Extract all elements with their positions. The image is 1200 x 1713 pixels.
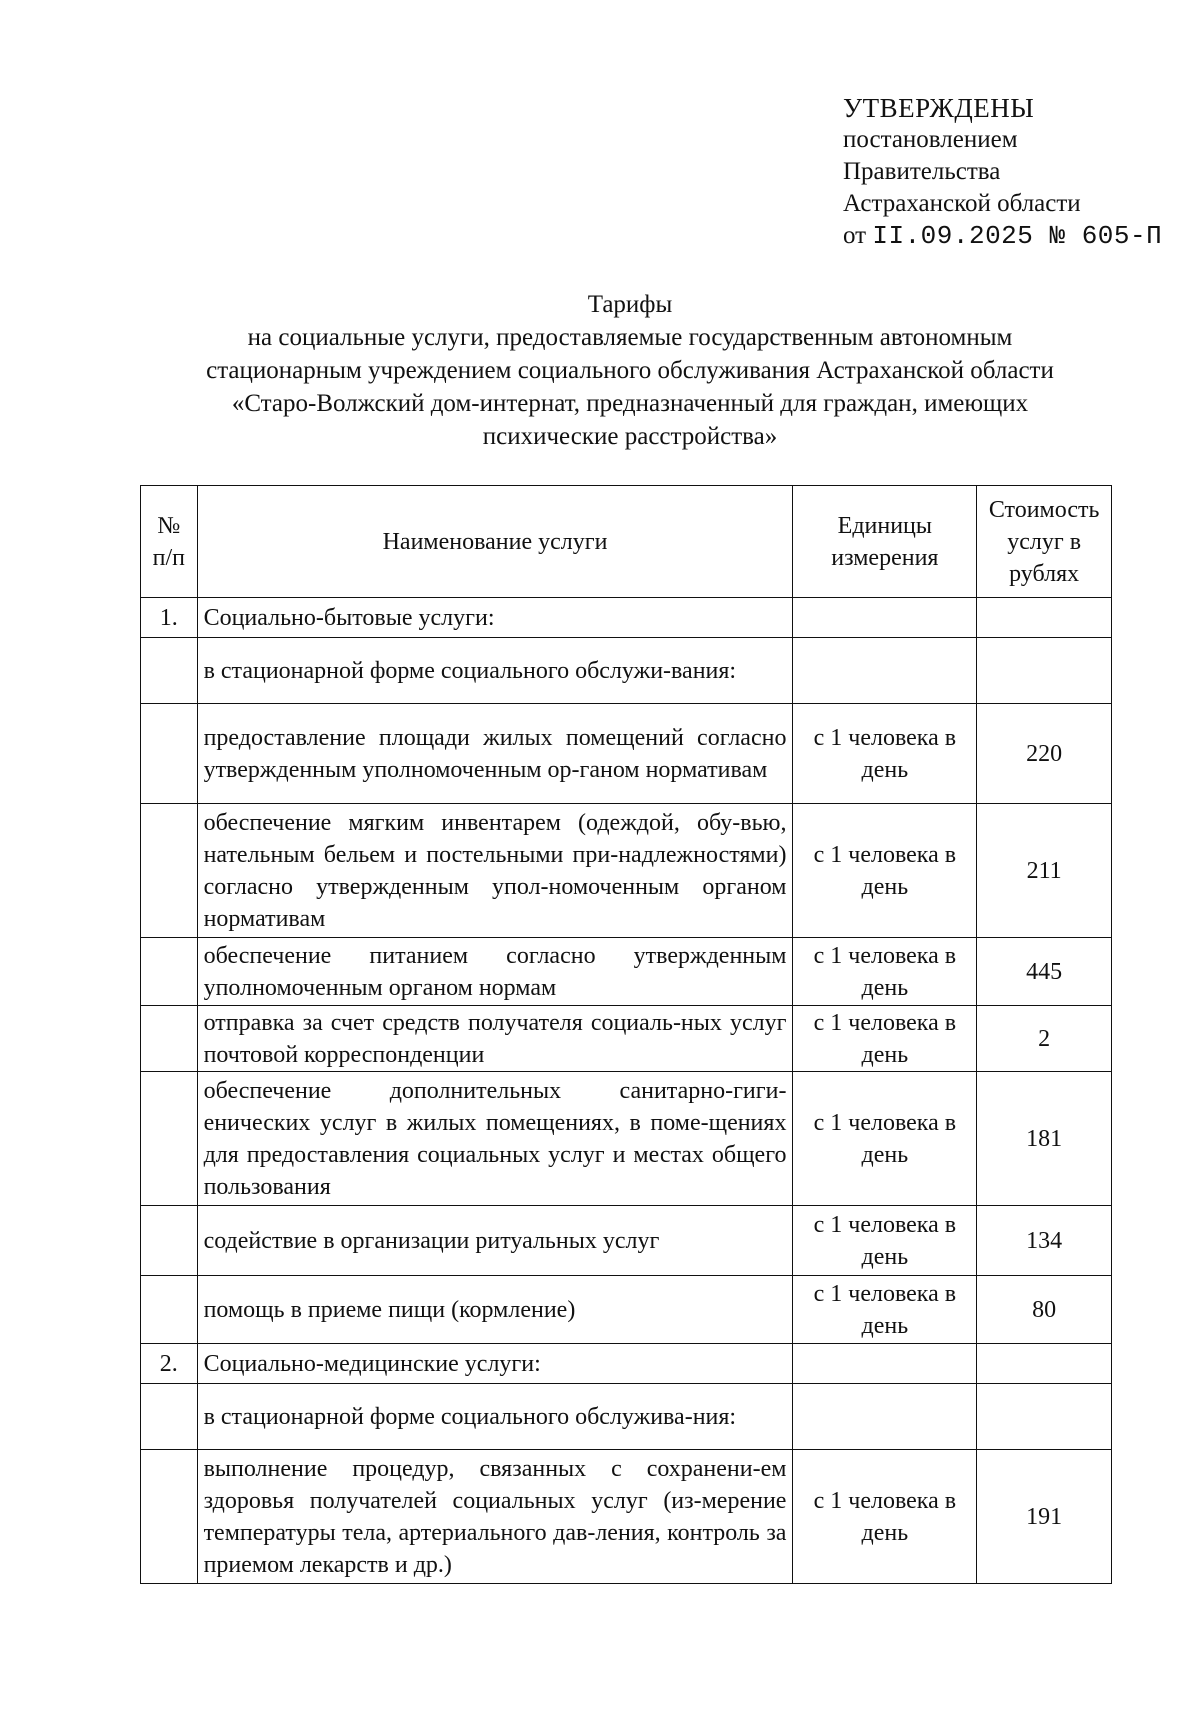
- approval-heading: УТВЕРЖДЕНЫ: [843, 93, 1035, 123]
- row-unit: с 1 человека в день: [793, 1276, 977, 1344]
- approval-line-3: Астраханской области: [843, 190, 1081, 217]
- header-cost: Стоимость услуг в рублях: [977, 486, 1112, 598]
- row-num: [141, 1206, 198, 1276]
- row-cost: [977, 1344, 1112, 1384]
- row-unit: с 1 человека в день: [793, 1450, 977, 1584]
- row-unit: с 1 человека в день: [793, 704, 977, 804]
- row-cost: 220: [977, 704, 1112, 804]
- row-name: Социально-бытовые услуги:: [197, 598, 793, 638]
- row-cost: 80: [977, 1276, 1112, 1344]
- header-name: Наименование услуги: [197, 486, 793, 598]
- row-num: 2.: [141, 1344, 198, 1384]
- row-num: [141, 638, 198, 704]
- approval-date-line: [843, 220, 1162, 252]
- row-cost: [977, 638, 1112, 704]
- row-name: обеспечение питанием согласно утвержденным уполномоченным органом нормам: [197, 938, 793, 1006]
- header-num: № п/п: [141, 486, 198, 598]
- row-num: [141, 938, 198, 1006]
- row-name: обеспечение мягким инвентарем (одеждой, обу-вью, нательным бельем и постельными при-надлежностями) согласно утвержденным упол-номоченным органом нормативам: [197, 804, 793, 938]
- row-cost: 134: [977, 1206, 1112, 1276]
- title-line-1: Тарифы: [587, 291, 673, 318]
- row-cost: 2: [977, 1006, 1112, 1072]
- document-title: [140, 288, 1120, 453]
- row-num: [141, 1276, 198, 1344]
- row-cost: [977, 1384, 1112, 1450]
- row-num: [141, 804, 198, 938]
- approval-line-1: постановлением: [843, 126, 1018, 153]
- row-unit: с 1 человека в день: [793, 1206, 977, 1276]
- row-unit: [793, 1384, 977, 1450]
- row-num: [141, 1072, 198, 1206]
- table-row: [141, 1072, 1112, 1206]
- title-line-5: психические расстройства»: [482, 423, 778, 450]
- row-num: [141, 1450, 198, 1584]
- table-row: [141, 1450, 1112, 1584]
- row-num: [141, 1384, 198, 1450]
- table-row: [141, 938, 1112, 1006]
- row-name: обеспечение дополнительных санитарно-гиги-енических услуг в жилых помещениях, в поме-щениях для предоставления социальных услуг и местах общего пользования: [197, 1072, 793, 1206]
- table-row: [141, 704, 1112, 804]
- row-unit: с 1 человека в день: [793, 1072, 977, 1206]
- row-cost: 211: [977, 804, 1112, 938]
- approval-date-number: II.09.2025 № 605-П: [872, 221, 1163, 251]
- approval-line-2: Правительства: [843, 158, 1001, 185]
- row-name: Социально-медицинские услуги:: [197, 1344, 793, 1384]
- row-name: отправка за счет средств получателя социаль-ных услуг почтовой корреспонденции: [197, 1006, 793, 1072]
- row-unit: [793, 1344, 977, 1384]
- row-unit: [793, 638, 977, 704]
- tariff-table: [140, 485, 1112, 1584]
- table-row: [141, 638, 1112, 704]
- row-cost: 191: [977, 1450, 1112, 1584]
- row-num: [141, 704, 198, 804]
- row-unit: с 1 человека в день: [793, 804, 977, 938]
- title-line-3: стационарным учреждением социального обслуживания Астраханской области: [206, 357, 1054, 384]
- title-line-4: «Старо-Волжский дом-интернат, предназначенный для граждан, имеющих: [231, 390, 1029, 417]
- row-name: предоставление площади жилых помещений согласно утвержденным уполномоченным ор-ганом нормативам: [197, 704, 793, 804]
- table-row: [141, 1006, 1112, 1072]
- header-unit: Единицы измерения: [793, 486, 977, 598]
- table-row: [141, 1344, 1112, 1384]
- row-cost: [977, 598, 1112, 638]
- approval-date-prefix: от: [843, 222, 867, 249]
- row-name: выполнение процедур, связанных с сохранени-ем здоровья получателей социальных услуг (из-мерение температуры тела, артериального дав-ления, контроль за приемом лекарств и др.): [197, 1450, 793, 1584]
- row-name: в стационарной форме социального обслужива-ния:: [197, 1384, 793, 1450]
- table-row: [141, 1276, 1112, 1344]
- row-cost: 445: [977, 938, 1112, 1006]
- row-num: 1.: [141, 598, 198, 638]
- row-name: содействие в организации ритуальных услуг: [197, 1206, 793, 1276]
- row-unit: с 1 человека в день: [793, 1006, 977, 1072]
- title-line-2: на социальные услуги, предоставляемые государственным автономным: [247, 324, 1013, 351]
- table-row: [141, 1384, 1112, 1450]
- table-row: [141, 598, 1112, 638]
- approval-stamp: [843, 92, 1162, 252]
- row-unit: с 1 человека в день: [793, 938, 977, 1006]
- row-unit: [793, 598, 977, 638]
- table-row: [141, 804, 1112, 938]
- table-header-row: [141, 486, 1112, 598]
- row-cost: 181: [977, 1072, 1112, 1206]
- row-name: в стационарной форме социального обслужи-вания:: [197, 638, 793, 704]
- table-row: [141, 1206, 1112, 1276]
- row-num: [141, 1006, 198, 1072]
- row-name: помощь в приеме пищи (кормление): [197, 1276, 793, 1344]
